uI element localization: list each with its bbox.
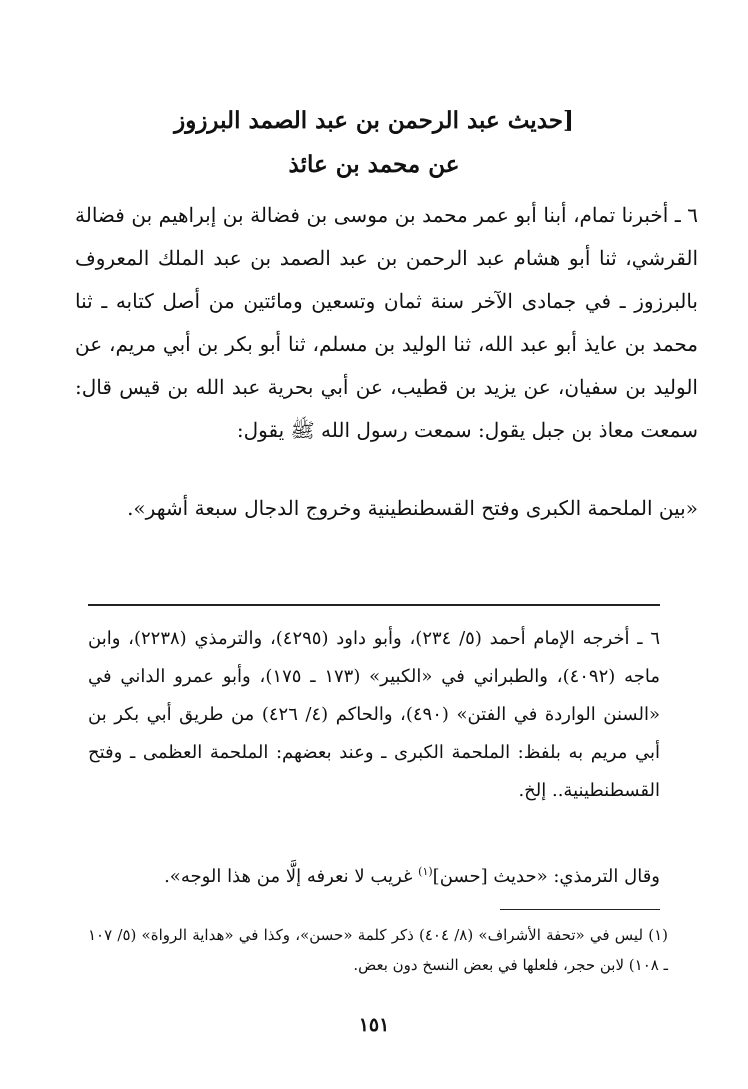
- tirmidhi-note-text: وقال الترمذي: «حديث [حسن]: [432, 866, 660, 887]
- tirmidhi-note-text-end: غريب لا نعرفه إلَّا من هذا الوجه».: [164, 866, 419, 887]
- chapter-heading-line2: عن محمد بن عائذ: [288, 151, 460, 178]
- chapter-heading-line1: [حديث عبد الرحمن بن عبد الصمد البرزوز: [174, 107, 574, 134]
- footnote-divider: [500, 909, 660, 910]
- footnote-text: (١) ليس في «تحفة الأشراف» (٨/ ٤٠٤) ذكر كلمة «حسن»، وكذا في «هداية الرواة» (٥/ ١٠٧ ـ ١٠٨) لابن حجر، فلعلها في بعض النسخ دون بعض.: [88, 926, 668, 974]
- hadith-isnad-text: ٦ ـ أخبرنا تمام، أبنا أبو عمر محمد بن موسى بن فضالة بن إبراهيم بن فضالة القرشي، ثنا أبو هشام عبد الرحمن بن عبد الصمد بن عبد الملك المعروف بالبرزوز ـ في جمادى الآخر سنة ثمان وتسعين ومائتين من أصل كتابه ـ ثنا محمد بن عايذ أبو عبد الله، ثنا الوليد بن مسلم، ثنا أبو بكر بن أبي مريم، عن الوليد بن سفيان، عن يزيد بن قطيب، عن أبي بحرية عبد الله بن قيس قال: سمعت معاذ بن جبل يقول: سمعت رسول الله ﷺ يقول:: [75, 203, 698, 442]
- takhrij-note: ٦ ـ أخرجه الإمام أحمد (٥/ ٢٣٤)، وأبو داود (٤٢٩٥)، والترمذي (٢٢٣٨)، وابن ماجه (٤٠٩٢)، والطبراني في «الكبير» (١٧٣ ـ ١٧٥)، وأبو عمرو الداني في «السنن الواردة في الفتن» (٤٩٠)، والحاكم (٤/ ٤٢٦) من طريق أبي بكر بن أبي مريم به بلفظ: الملحمة الكبرى ـ وعند بعضهم: الملحمة العظمى ـ وفتح القسطنطينية.. إلخ.: [88, 628, 660, 801]
- hadith-matn-text: «بين الملحمة الكبرى وفتح القسطنطينية وخروج الدجال سبعة أشهر».: [127, 496, 698, 520]
- notes-divider: [88, 604, 660, 606]
- page-number: ١٥١: [358, 1014, 390, 1036]
- tirmidhi-note: [88, 853, 660, 896]
- footnote-reference: (١): [418, 865, 433, 878]
